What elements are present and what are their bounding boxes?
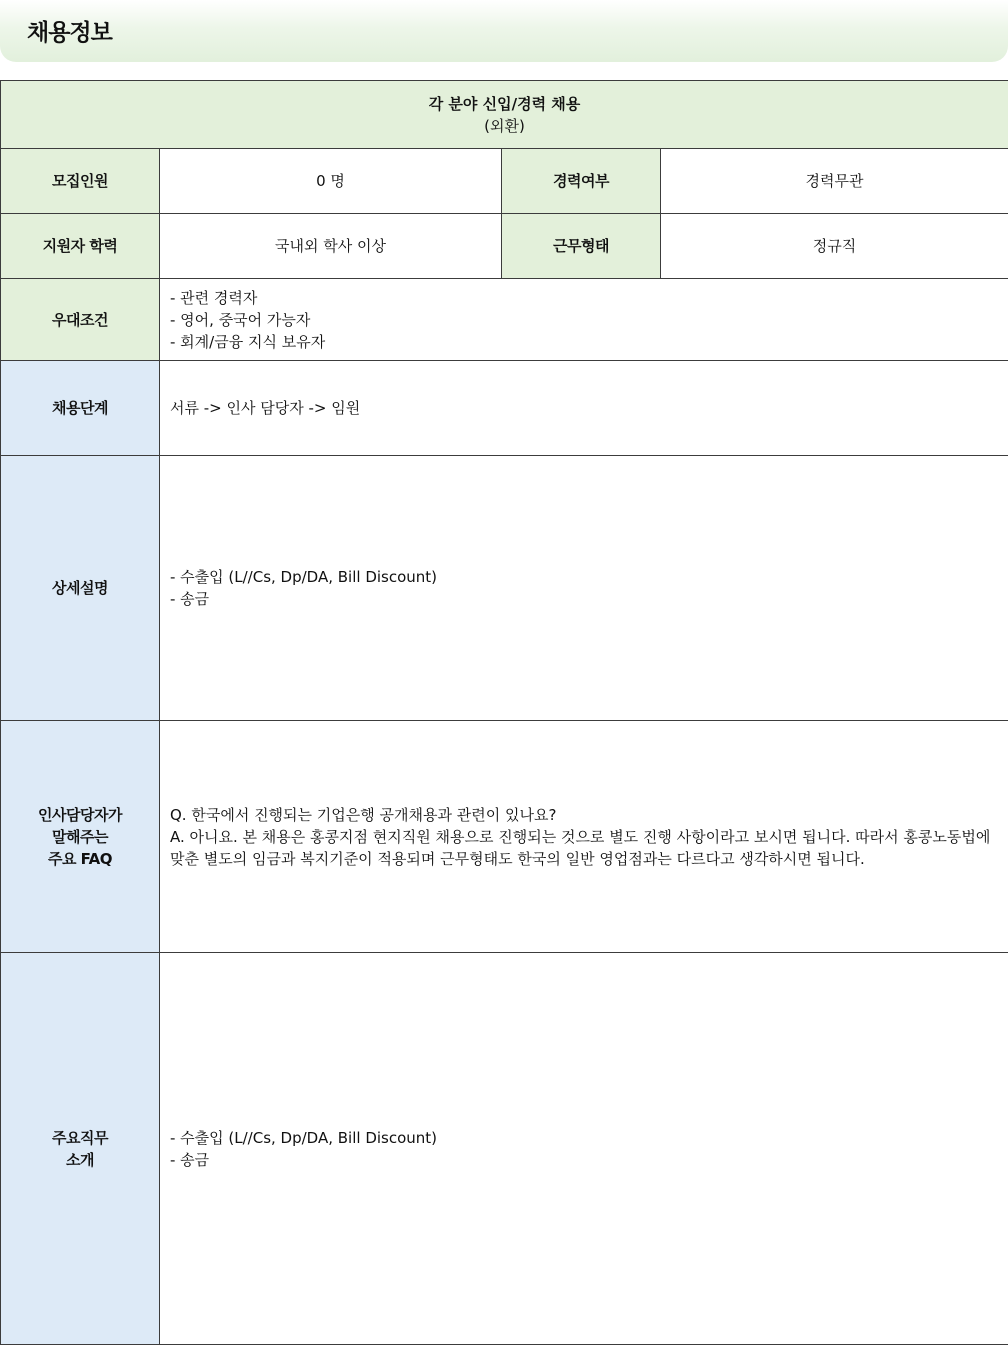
work-type-value: 정규직 [661,214,1008,279]
faq-row [1,721,1008,953]
faq-answer: A. 아니요. 본 채용은 홍콩지점 현지직원 채용으로 진행되는 것으로 별도 진행 사항이라고 보시면 됩니다. 따라서 홍콩노동법에 맞춘 별도의 임금과 복지기준이 적용되며 근무형태도 한국의 일반 영업점과는 다르다고 생각하시면 됩니다. [170,826,998,870]
preference-line: - 영어, 중국어 가능자 [170,309,998,331]
recruit-count-value: 0 명 [160,149,502,214]
stages-label: 채용단계 [1,361,160,456]
duties-value [160,953,1008,1345]
detail-row [1,456,1008,721]
preference-value [160,279,1008,361]
duties-label-line: 주요직무 [11,1127,149,1149]
stages-row [1,361,1008,456]
preference-line: - 관련 경력자 [170,287,998,309]
education-value: 국내외 학사 이상 [160,214,502,279]
faq-label-line: 인사담당자가 [11,804,149,826]
faq-label-line: 말해주는 [11,826,149,848]
duties-label-line: 소개 [11,1149,149,1171]
detail-value [160,456,1008,721]
job-category: (외환) [11,115,998,137]
recruit-count-label: 모집인원 [1,149,160,214]
faq-question: Q. 한국에서 진행되는 기업은행 공개채용과 관련이 있나요? [170,804,998,826]
preference-line: - 회계/금융 지식 보유자 [170,331,998,353]
job-title-row [1,81,1008,149]
job-title-cell [1,81,1008,149]
experience-value: 경력무관 [661,149,1008,214]
faq-label [1,721,160,953]
preference-label: 우대조건 [1,279,160,361]
page-title: 채용정보 [27,14,112,47]
duties-line: - 송금 [170,1149,998,1171]
duties-line: - 수출입 (L//Cs, Dp/DA, Bill Discount) [170,1127,998,1149]
faq-label-line: 주요 FAQ [11,848,149,870]
job-title: 각 분야 신입/경력 채용 [11,93,998,115]
job-info-table [0,80,1008,1345]
detail-line: - 수출입 (L//Cs, Dp/DA, Bill Discount) [170,566,998,588]
page-header [0,0,1008,62]
faq-value [160,721,1008,953]
work-type-label: 근무형태 [502,214,661,279]
education-label: 지원자 학력 [1,214,160,279]
detail-line: - 송금 [170,588,998,610]
education-row [1,214,1008,279]
recruit-row [1,149,1008,214]
experience-label: 경력여부 [502,149,661,214]
duties-row [1,953,1008,1345]
duties-label [1,953,160,1345]
preference-row [1,279,1008,361]
detail-label: 상세설명 [1,456,160,721]
stages-value: 서류 -> 인사 담당자 -> 임원 [160,361,1008,456]
